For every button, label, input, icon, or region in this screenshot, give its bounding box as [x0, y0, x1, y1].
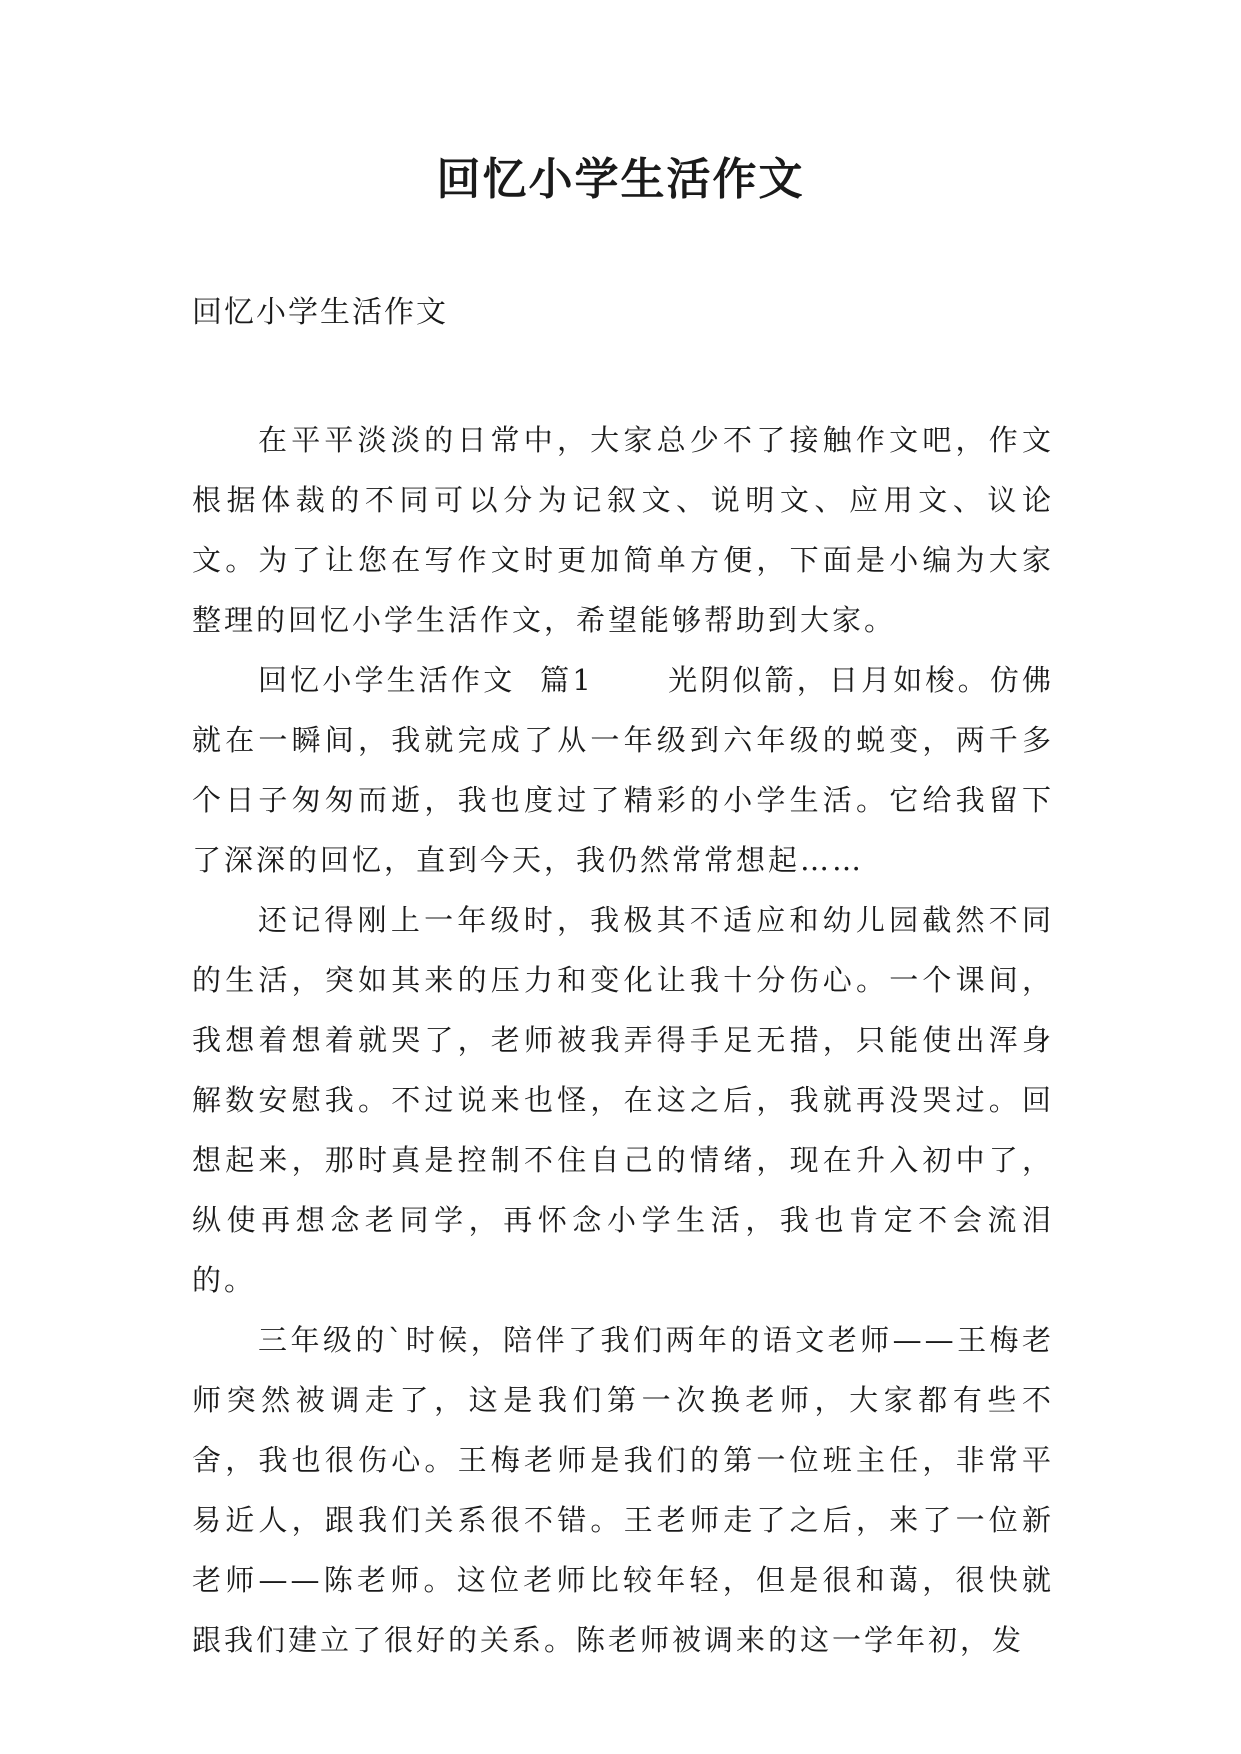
document-title: 回忆小学生活作文: [436, 154, 805, 205]
paragraph-first-grade: 还记得刚上一年级时，我极其不适应和幼儿园截然不同的生活，突如其来的压力和变化让我十分伤心。一个课间，我想着想着就哭了，老师被我弄得手足无措，只能使出浑身解数安慰我。不过说来也怪，在这之后，我就再没哭过。回想起来，那时真是控制不住自己的情绪，现在升入初中了，纵使再想念老同学，再怀念小学生活，我也肯定不会流泪的。: [192, 903, 1054, 1297]
paragraph-intro: 在平平淡淡的日常中，大家总少不了接触作文吧，作文根据体裁的不同可以分为记叙文、说明文、应用文、议论文。为了让您在写作文时更加简单方便，下面是小编为大家整理的回忆小学生活作文，希望能够帮助到大家。: [192, 423, 1054, 637]
paragraph-section-1: 回忆小学生活作文 篇1 光阴似箭，日月如梭。仿佛就在一瞬间，我就完成了从一年级到六年级的蜕变，两千多个日子匆匆而逝，我也度过了精彩的小学生活。它给我留下了深深的回忆，直到今天，我仍然常常想起……: [192, 663, 1054, 877]
document-body: [192, 410, 1054, 1670]
document-subtitle: 回忆小学生活作文: [192, 295, 448, 330]
paragraph-third-grade: 三年级的`时候，陪伴了我们两年的语文老师——王梅老师突然被调走了，这是我们第一次换老师，大家都有些不舍，我也很伤心。王梅老师是我们的第一位班主任，非常平易近人，跟我们关系很不错。王老师走了之后，来了一位新老师——陈老师。这位老师比较年轻，但是很和蔼，很快就跟我们建立了很好的关系。陈老师被调来的这一学年初，发: [192, 1323, 1054, 1657]
